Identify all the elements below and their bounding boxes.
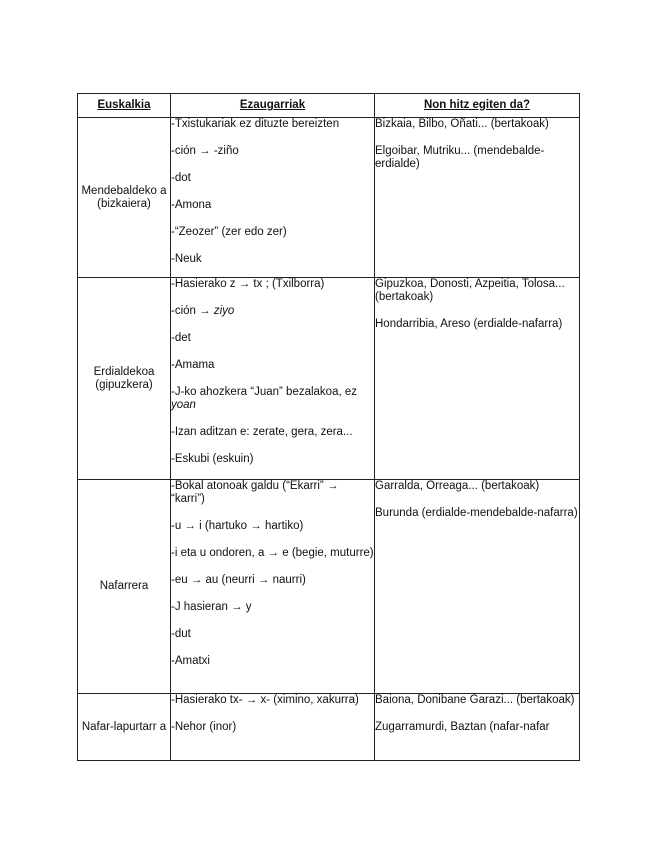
feature-item (171, 694, 374, 707)
feature-item (171, 118, 374, 131)
place-item: Zugarramurdi, Baztan (nafar-nafar (375, 721, 550, 733)
feature-item (171, 145, 374, 158)
table-body (78, 118, 580, 761)
table-row (78, 278, 580, 480)
feature-italic-text: yoan (171, 399, 196, 411)
feature-item (171, 721, 374, 734)
feature-text: -Amona (171, 199, 212, 211)
feature-item (171, 386, 374, 412)
feature-text: -Eskubi (eskuin) (171, 453, 254, 465)
feature-item (171, 628, 374, 641)
feature-item (171, 453, 374, 466)
feature-item (171, 199, 374, 212)
feature-item (171, 226, 374, 239)
place-item: Burunda (erdialde-mendebalde-nafarra) (375, 507, 578, 519)
header-dialect: Euskalkia (78, 94, 171, 118)
feature-text: -J-ko ahozkera “Juan” bezalakoa, ez (171, 386, 358, 398)
header-places: Non hitz egiten da? (375, 94, 580, 118)
feature-item (171, 278, 374, 291)
feature-item (171, 520, 374, 533)
feature-text: -dut (171, 628, 191, 640)
feature-text: -Neuk (171, 253, 202, 265)
place-item: Garralda, Orreaga... (bertakoak) (375, 480, 540, 492)
feature-item (171, 601, 374, 614)
header-row (78, 94, 580, 118)
feature-text: -Hasierako z → tx ; (Txilborra) (171, 278, 325, 290)
features-cell (171, 694, 375, 761)
feature-item (171, 172, 374, 185)
feature-text: -Amama (171, 359, 215, 371)
feature-text: -u → i (hartuko → hartiko) (171, 520, 304, 532)
features-cell (171, 480, 375, 694)
feature-text: -Amatxi (171, 655, 210, 667)
feature-item (171, 359, 374, 372)
feature-text: -J hasieran → y (171, 601, 252, 613)
places-cell (375, 480, 580, 694)
feature-item (171, 480, 374, 506)
feature-item (171, 655, 374, 668)
feature-item (171, 574, 374, 587)
places-cell (375, 694, 580, 761)
features-cell (171, 118, 375, 278)
feature-item (171, 305, 374, 318)
feature-text: -“Zeozer” (zer edo zer) (171, 226, 287, 238)
table-row (78, 118, 580, 278)
feature-text: -Txistukariak ez dituzte bereizten (171, 118, 340, 130)
place-item: Gipuzkoa, Donosti, Azpeitia, Tolosa... (bertakoak) (375, 278, 565, 303)
feature-text: -i eta u ondoren, a → e (begie, muturre) (171, 547, 374, 559)
feature-italic-text: ziyo (213, 305, 235, 317)
table-row (78, 694, 580, 761)
feature-item (171, 332, 374, 345)
place-item: Hondarribia, Areso (erdialde-nafarra) (375, 318, 563, 330)
feature-text: -Izan aditzan e: zerate, gera, zera... (171, 426, 353, 438)
dialect-cell: Mendebaldeko a (bizkaiera) (78, 118, 171, 278)
feature-text: -Nehor (inor) (171, 721, 237, 733)
feature-item (171, 547, 374, 560)
place-item: Elgoibar, Mutriku... (mendebalde-erdialde) (375, 145, 545, 170)
features-cell (171, 278, 375, 480)
dialect-cell: Erdialdekoa (gipuzkera) (78, 278, 171, 480)
feature-item (171, 426, 374, 439)
feature-text: -ción → (171, 305, 214, 317)
feature-item (171, 253, 374, 266)
feature-text: -Bokal atonoak galdu (“Ekarri” → “karri”) (171, 480, 339, 505)
table-row (78, 480, 580, 694)
feature-text: -Hasierako tx- → x- (ximino, xakurra) (171, 694, 359, 706)
feature-text: -dot (171, 172, 191, 184)
places-cell (375, 118, 580, 278)
place-item: Bizkaia, Bilbo, Oñati... (bertakoak) (375, 118, 549, 130)
feature-text: -ción → -ziño (171, 145, 239, 157)
places-cell (375, 278, 580, 480)
feature-text: -eu → au (neurri → naurri) (171, 574, 306, 586)
dialects-table (77, 93, 580, 761)
dialect-cell: Nafarrera (78, 480, 171, 694)
dialect-cell: Nafar-lapurtarr a (78, 694, 171, 761)
feature-text: -det (171, 332, 191, 344)
header-features: Ezaugarriak (171, 94, 375, 118)
place-item: Baiona, Donibane Garazi... (bertakoak) (375, 694, 575, 706)
